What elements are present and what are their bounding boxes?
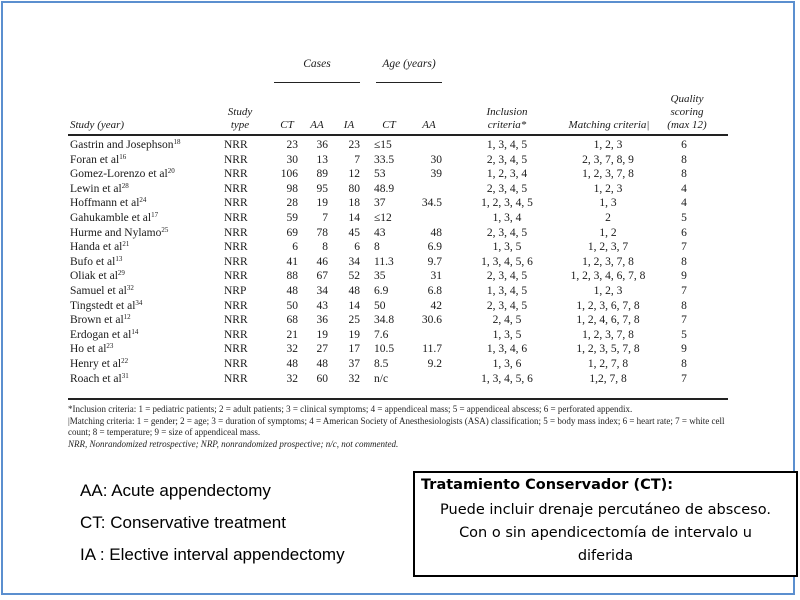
inclusion-criteria: 1, 3, 4, 6 — [486, 343, 528, 356]
cases-ct: 98 — [286, 182, 298, 195]
inclusion-criteria: 1, 3, 6 — [492, 357, 522, 370]
matching-criteria: 1, 2 — [599, 226, 617, 239]
table-row — [68, 299, 728, 314]
col-header-type: Study type — [227, 106, 253, 131]
cases-ia: 14 — [348, 211, 360, 224]
table-row — [68, 313, 728, 328]
age-ct: 10.5 — [374, 343, 395, 356]
table-row — [68, 196, 728, 211]
study-type: NRR — [224, 255, 248, 268]
matching-criteria: 1, 3 — [599, 197, 617, 210]
quality-score: 8 — [681, 168, 687, 181]
quality-score: 5 — [681, 211, 687, 224]
col-header-ia: IA — [343, 119, 355, 131]
table-rule-top — [68, 134, 728, 136]
cases-ct: 28 — [286, 197, 298, 210]
cases-ia: 6 — [354, 241, 360, 254]
age-ct: 8.5 — [374, 357, 389, 370]
cases-aa: 46 — [316, 255, 328, 268]
cases-ct: 106 — [280, 168, 298, 181]
group-header-age: Age (years) — [376, 58, 442, 83]
inclusion-criteria: 2, 3, 4, 5 — [486, 299, 528, 312]
study-reference: 17 — [151, 210, 159, 219]
study-reference: 28 — [121, 181, 129, 190]
table-row — [68, 167, 728, 182]
study-reference: 25 — [161, 225, 169, 234]
age-ct: ≤15 — [374, 139, 392, 151]
study-type: NRR — [224, 241, 248, 254]
study-name — [70, 342, 113, 357]
study-author: Bufo et al — [70, 255, 116, 268]
cases-aa: 43 — [316, 299, 328, 312]
cases-ia: 37 — [348, 357, 360, 370]
inclusion-criteria: 1, 3, 4 — [492, 211, 522, 224]
quality-score: 8 — [681, 153, 687, 166]
study-type: NRR — [224, 211, 248, 224]
inclusion-criteria: 2, 3, 4, 5 — [486, 182, 528, 195]
table-row — [68, 269, 728, 284]
study-author: Gastrin and Josephson — [70, 139, 174, 151]
study-name — [70, 313, 131, 328]
cases-ia: 17 — [348, 343, 360, 356]
study-reference: 14 — [131, 327, 139, 336]
study-author: Hurme and Nylamo — [70, 226, 162, 239]
quality-score: 9 — [681, 270, 687, 283]
matching-criteria: 1, 2, 7, 8 — [587, 357, 629, 370]
col-header-age-ct: CT — [382, 119, 396, 131]
study-name — [70, 167, 175, 182]
cases-aa: 36 — [316, 314, 328, 327]
study-author: Handa et al — [70, 241, 123, 254]
age-aa: 42 — [430, 299, 442, 312]
study-reference: 22 — [121, 356, 129, 365]
inclusion-criteria: 2, 4, 5 — [492, 314, 522, 327]
cases-ia: 18 — [348, 197, 360, 210]
table-row — [68, 357, 728, 372]
cases-aa: 8 — [322, 241, 328, 254]
cases-ia: 25 — [348, 314, 360, 327]
inclusion-criteria: 2, 3, 4, 5 — [486, 153, 528, 166]
age-aa: 34.5 — [421, 197, 442, 210]
abbreviation-legend — [80, 475, 345, 571]
age-ct: 8 — [374, 241, 380, 254]
study-name — [70, 240, 129, 255]
cases-ia: 7 — [354, 153, 360, 166]
study-name — [70, 196, 146, 211]
study-reference: 16 — [119, 152, 127, 161]
study-reference: 18 — [173, 138, 181, 146]
inclusion-criteria: 1, 3, 4, 5 — [486, 139, 528, 151]
table-rule-bottom — [68, 398, 728, 400]
study-type: NRR — [224, 328, 248, 341]
study-author: Tingstedt et al — [70, 299, 136, 312]
cases-ia: 12 — [348, 168, 360, 181]
study-name — [70, 138, 181, 153]
study-name — [70, 269, 125, 284]
study-name — [70, 357, 128, 372]
cases-ia: 48 — [348, 284, 360, 297]
cases-aa: 67 — [316, 270, 328, 283]
age-ct: 35 — [374, 270, 386, 283]
cases-ct: 50 — [286, 299, 298, 312]
age-aa: 6.9 — [427, 241, 442, 254]
study-author: Hoffmann et al — [70, 197, 140, 210]
cases-aa: 19 — [316, 328, 328, 341]
table-body — [68, 138, 728, 386]
table-row — [68, 328, 728, 343]
age-aa: 9.7 — [427, 255, 442, 268]
age-ct: 34.8 — [374, 314, 395, 327]
cases-aa: 89 — [316, 168, 328, 181]
age-aa: 6.8 — [427, 284, 442, 297]
study-author: Samuel et al — [70, 284, 127, 297]
age-aa: 11.7 — [422, 343, 442, 356]
matching-criteria: 1, 2, 3 — [593, 284, 623, 297]
age-ct: 7.6 — [374, 328, 389, 341]
age-ct: n/c — [374, 372, 389, 385]
note-line-1: Puede incluir drenaje percutáneo de absceso. — [440, 502, 771, 518]
age-ct: ≤12 — [374, 211, 392, 224]
study-reference: 13 — [115, 254, 123, 263]
age-aa: 39 — [430, 168, 442, 181]
matching-criteria: 1, 2, 3, 7, 8 — [582, 168, 634, 181]
cases-ct: 41 — [286, 255, 298, 268]
age-ct: 37 — [374, 197, 386, 210]
study-reference: 32 — [126, 283, 134, 292]
age-ct: 43 — [374, 226, 386, 239]
cases-ct: 88 — [286, 270, 298, 283]
age-ct: 6.9 — [374, 284, 389, 297]
study-name — [70, 182, 129, 197]
age-ct: 50 — [374, 299, 386, 312]
study-name — [70, 284, 134, 299]
matching-criteria: 1, 2, 3, 7 — [587, 241, 629, 254]
study-type: NRR — [224, 270, 248, 283]
study-type: NRR — [224, 139, 248, 151]
inclusion-criteria: 1, 3, 4, 5, 6 — [481, 372, 533, 385]
study-type: NRR — [224, 153, 248, 166]
age-aa: 30.6 — [421, 314, 442, 327]
quality-score: 4 — [681, 182, 687, 195]
legend-ia-text: : Elective interval appendectomy — [95, 545, 345, 564]
study-author: Brown et al — [70, 314, 124, 327]
column-headers — [68, 84, 728, 132]
study-name — [70, 299, 142, 314]
col-header-study: Study (year) — [70, 119, 125, 131]
col-header-age-aa: AA — [422, 119, 436, 131]
table-row — [68, 182, 728, 197]
table-row — [68, 284, 728, 299]
quality-score: 7 — [681, 314, 687, 327]
col-header-inclusion: Inclusion criteria* — [486, 106, 528, 131]
study-author: Gomez-Lorenzo et al — [70, 168, 168, 181]
study-author: Oliak et al — [70, 270, 118, 283]
cases-aa: 19 — [316, 197, 328, 210]
cases-ia: 19 — [348, 328, 360, 341]
footnote-abbreviations: NRR, Nonrandomized retrospective; NRP, nonrandomized prospective; n/c, not commented. — [68, 438, 399, 449]
study-type: NRR — [224, 182, 248, 195]
inclusion-criteria: 1, 3, 4, 5, 6 — [481, 255, 533, 268]
quality-score: 8 — [681, 357, 687, 370]
legend-ct — [80, 507, 345, 539]
matching-criteria: 1, 2, 3 — [593, 139, 623, 151]
quality-score: 4 — [681, 197, 687, 210]
cases-ct: 23 — [286, 139, 298, 151]
inclusion-criteria: 1, 2, 3, 4, 5 — [481, 197, 533, 210]
study-author: Foran et al — [70, 153, 120, 166]
study-name — [70, 226, 168, 241]
age-ct: 33.5 — [374, 153, 395, 166]
study-reference: 24 — [139, 196, 147, 205]
matching-criteria: 1, 2, 3 — [593, 182, 623, 195]
table-row — [68, 211, 728, 226]
table-row — [68, 372, 728, 387]
study-type: NRR — [224, 197, 248, 210]
matching-criteria: 2 — [605, 211, 611, 224]
quality-score: 7 — [681, 372, 687, 385]
inclusion-criteria: 1, 3, 5 — [492, 241, 522, 254]
cases-ct: 30 — [286, 153, 298, 166]
inclusion-criteria: 2, 3, 4, 5 — [486, 226, 528, 239]
note-title: Tratamiento Conservador (CT): — [421, 477, 674, 493]
quality-score: 9 — [681, 343, 687, 356]
table-row — [68, 240, 728, 255]
matching-criteria: 1, 2, 3, 5, 7, 8 — [576, 343, 640, 356]
matching-criteria: 1, 2, 3, 7, 8 — [582, 328, 634, 341]
legend-ct-abbr: CT — [80, 513, 101, 532]
cases-aa: 34 — [316, 284, 328, 297]
cases-ct: 69 — [286, 226, 298, 239]
cases-ct: 68 — [286, 314, 298, 327]
group-header-cases: Cases — [274, 58, 360, 83]
matching-criteria: 2, 3, 7, 8, 9 — [582, 153, 634, 166]
note-line-2: Con o sin apendicectomía de intervalo u — [459, 525, 752, 541]
study-reference: 34 — [135, 298, 143, 307]
matching-criteria: 1, 2, 3, 4, 6, 7, 8 — [570, 270, 646, 283]
col-header-aa: AA — [310, 119, 324, 131]
conservative-treatment-note — [413, 471, 798, 577]
inclusion-criteria: 1, 2, 3, 4 — [486, 168, 528, 181]
cases-aa: 60 — [316, 372, 328, 385]
cases-aa: 95 — [316, 182, 328, 195]
study-type: NRR — [224, 372, 248, 385]
age-aa: 31 — [430, 270, 442, 283]
study-author: Ho et al — [70, 343, 107, 356]
age-aa: 9.2 — [427, 357, 442, 370]
study-reference: 29 — [117, 269, 125, 278]
age-aa: 30 — [430, 153, 442, 166]
study-reference: 21 — [122, 240, 130, 249]
cases-ia: 52 — [348, 270, 360, 283]
study-type: NRR — [224, 299, 248, 312]
quality-score: 6 — [681, 226, 687, 239]
legend-aa-abbr: AA — [80, 481, 103, 500]
study-type: NRR — [224, 357, 248, 370]
note-body — [415, 499, 796, 568]
study-reference: 31 — [121, 371, 129, 380]
table-row — [68, 153, 728, 168]
study-author: Erdogan et al — [70, 328, 132, 341]
cases-ct: 21 — [286, 328, 298, 341]
study-name — [70, 153, 126, 168]
footnote-matching: |Matching criteria: 1 = gender; 2 = age; 3 = duration of symptoms; 4 = American Society of Anesthesiologists (ASA) classification; 5 = body mass index; 6 = heart rate; 7 = white cell count; 8 = temperature; 9 = size of appendiceal mass. — [68, 415, 725, 437]
study-name — [70, 372, 129, 387]
cases-ia: 14 — [348, 299, 360, 312]
cases-ia: 80 — [348, 182, 360, 195]
cases-ct: 6 — [292, 241, 298, 254]
study-type: NRR — [224, 226, 248, 239]
table-row — [68, 255, 728, 270]
inclusion-criteria: 1, 3, 4, 5 — [486, 284, 528, 297]
cases-ia: 45 — [348, 226, 360, 239]
study-author: Lewin et al — [70, 182, 122, 195]
study-name — [70, 255, 122, 270]
study-type: NRP — [224, 284, 247, 297]
cases-ct: 48 — [286, 284, 298, 297]
cases-ia: 32 — [348, 372, 360, 385]
cases-aa: 78 — [316, 226, 328, 239]
footnote-inclusion: *Inclusion criteria: 1 = pediatric patients; 2 = adult patients; 3 = clinical symptoms; 4 = appendiceal mass; 5 = appendiceal abscess; 6 = perforated appendix. — [68, 404, 633, 414]
cases-aa: 48 — [316, 357, 328, 370]
study-type: NRR — [224, 343, 248, 356]
quality-score: 7 — [681, 241, 687, 254]
study-reference: 23 — [106, 342, 114, 351]
quality-score: 8 — [681, 255, 687, 268]
age-aa: 48 — [430, 226, 442, 239]
legend-aa — [80, 475, 345, 507]
table-row — [68, 342, 728, 357]
matching-criteria: 1, 2, 3, 7, 8 — [582, 255, 634, 268]
matching-criteria: 1,2, 7, 8 — [589, 372, 627, 385]
cases-ct: 32 — [286, 343, 298, 356]
study-reference: 12 — [123, 313, 131, 322]
legend-ct-text: : Conservative treatment — [100, 513, 286, 532]
cases-aa: 36 — [316, 139, 328, 151]
legend-aa-text: : Acute appendectomy — [102, 481, 271, 500]
study-name — [70, 211, 158, 226]
matching-criteria: 1, 2, 4, 6, 7, 8 — [576, 314, 640, 327]
study-author: Gahukamble et al — [70, 211, 152, 224]
quality-score: 5 — [681, 328, 687, 341]
age-ct: 53 — [374, 168, 386, 181]
table-row — [68, 226, 728, 241]
col-header-ct: CT — [280, 119, 294, 131]
legend-ia-abbr: IA — [80, 545, 96, 564]
cases-aa: 13 — [316, 153, 328, 166]
cases-ct: 59 — [286, 211, 298, 224]
study-reference: 20 — [167, 167, 175, 176]
study-name — [70, 328, 138, 343]
cases-ct: 48 — [286, 357, 298, 370]
col-header-quality: Quality scoring (max 12) — [667, 93, 707, 131]
legend-ia — [80, 539, 345, 571]
table-row — [68, 138, 728, 153]
quality-score: 7 — [681, 284, 687, 297]
study-author: Roach et al — [70, 372, 122, 385]
col-header-matching: Matching criteria| — [568, 119, 650, 131]
cases-aa: 7 — [322, 211, 328, 224]
inclusion-criteria: 2, 3, 4, 5 — [486, 270, 528, 283]
cases-ia: 34 — [348, 255, 360, 268]
quality-score: 6 — [681, 139, 687, 151]
cases-aa: 27 — [316, 343, 328, 356]
study-author: Henry et al — [70, 357, 122, 370]
cases-ia: 23 — [348, 139, 360, 151]
note-line-3: diferida — [577, 548, 634, 564]
age-ct: 11.3 — [374, 255, 394, 268]
table-footnotes — [68, 404, 728, 450]
inclusion-criteria: 1, 3, 5 — [492, 328, 522, 341]
cases-ct: 32 — [286, 372, 298, 385]
study-type: NRR — [224, 314, 248, 327]
study-type: NRR — [224, 168, 248, 181]
age-ct: 48.9 — [374, 182, 395, 195]
matching-criteria: 1, 2, 3, 6, 7, 8 — [576, 299, 640, 312]
quality-score: 8 — [681, 299, 687, 312]
